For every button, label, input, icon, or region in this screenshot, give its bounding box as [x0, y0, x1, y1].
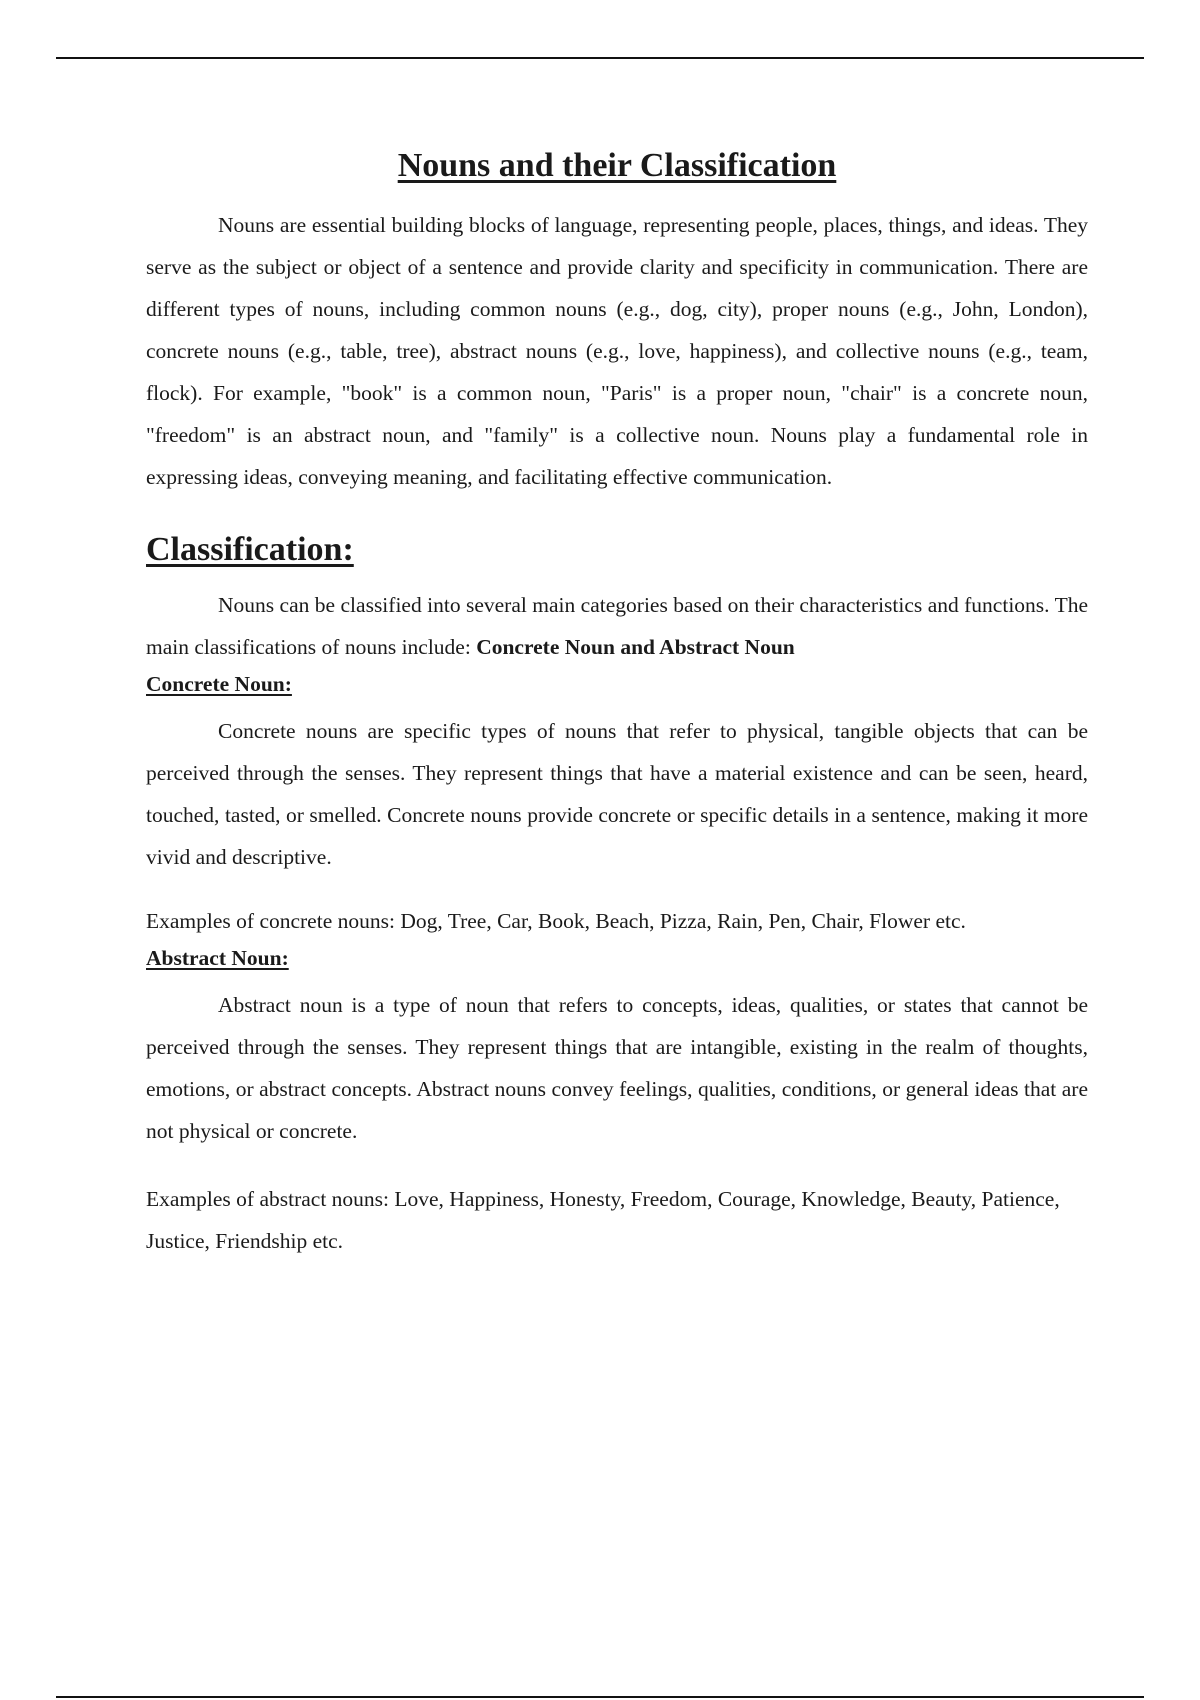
document-title: Nouns and their Classification — [397, 147, 837, 184]
concrete-noun-description: Concrete nouns are specific types of nouns that refer to physical, tangible objects that can be perceived through the senses. They represent things that have a material existence and can be seen, heard, touched, tasted, or smelled. Concrete nouns provide concrete or specific details in a sentence, making it more vivid and descriptive. — [146, 719, 1088, 869]
footer-rule — [56, 1696, 1144, 1698]
classification-heading: Classification: — [146, 531, 354, 568]
classification-intro — [146, 584, 1088, 668]
concrete-noun-heading: Concrete Noun: — [146, 672, 292, 696]
abstract-noun-heading: Abstract Noun: — [146, 946, 289, 970]
abstract-noun-description: Abstract noun is a type of noun that refers to concepts, ideas, qualities, or states that cannot be perceived through the senses. They represent things that are intangible, existing in the realm of thoughts, emotions, or abstract concepts. Abstract nouns convey feelings, qualities, conditions, or general ideas that are not physical or concrete. — [146, 993, 1088, 1143]
abstract-noun-examples: Examples of abstract nouns: Love, Happiness, Honesty, Freedom, Courage, Knowledge, Beauty, Patience, Justice, Friendship etc. — [146, 1187, 1060, 1253]
header-rule — [56, 57, 1144, 59]
document-body — [146, 140, 1088, 1262]
classification-intro-text: Nouns can be classified into several main categories based on their characteristics and functions. The main classifications of nouns include: — [146, 593, 1088, 659]
concrete-noun-examples: Examples of concrete nouns: Dog, Tree, Car, Book, Beach, Pizza, Rain, Pen, Chair, Flower etc. — [146, 909, 966, 933]
intro-paragraph: Nouns are essential building blocks of language, representing people, places, things, and ideas. They serve as the subject or object of a sentence and provide clarity and specificity in communication. There are different types of nouns, including common nouns (e.g., dog, city), proper nouns (e.g., John, London), concrete nouns (e.g., table, tree), abstract nouns (e.g., love, happiness), and collective nouns (e.g., team, flock). For example, "book" is a common noun, "Paris" is a proper noun, "chair" is a concrete noun, "freedom" is an abstract noun, and "family" is a collective noun. Nouns play a fundamental role in expressing ideas, conveying meaning, and facilitating effective communication. — [146, 213, 1088, 489]
classification-intro-bold: Concrete Noun and Abstract Noun — [476, 635, 795, 659]
